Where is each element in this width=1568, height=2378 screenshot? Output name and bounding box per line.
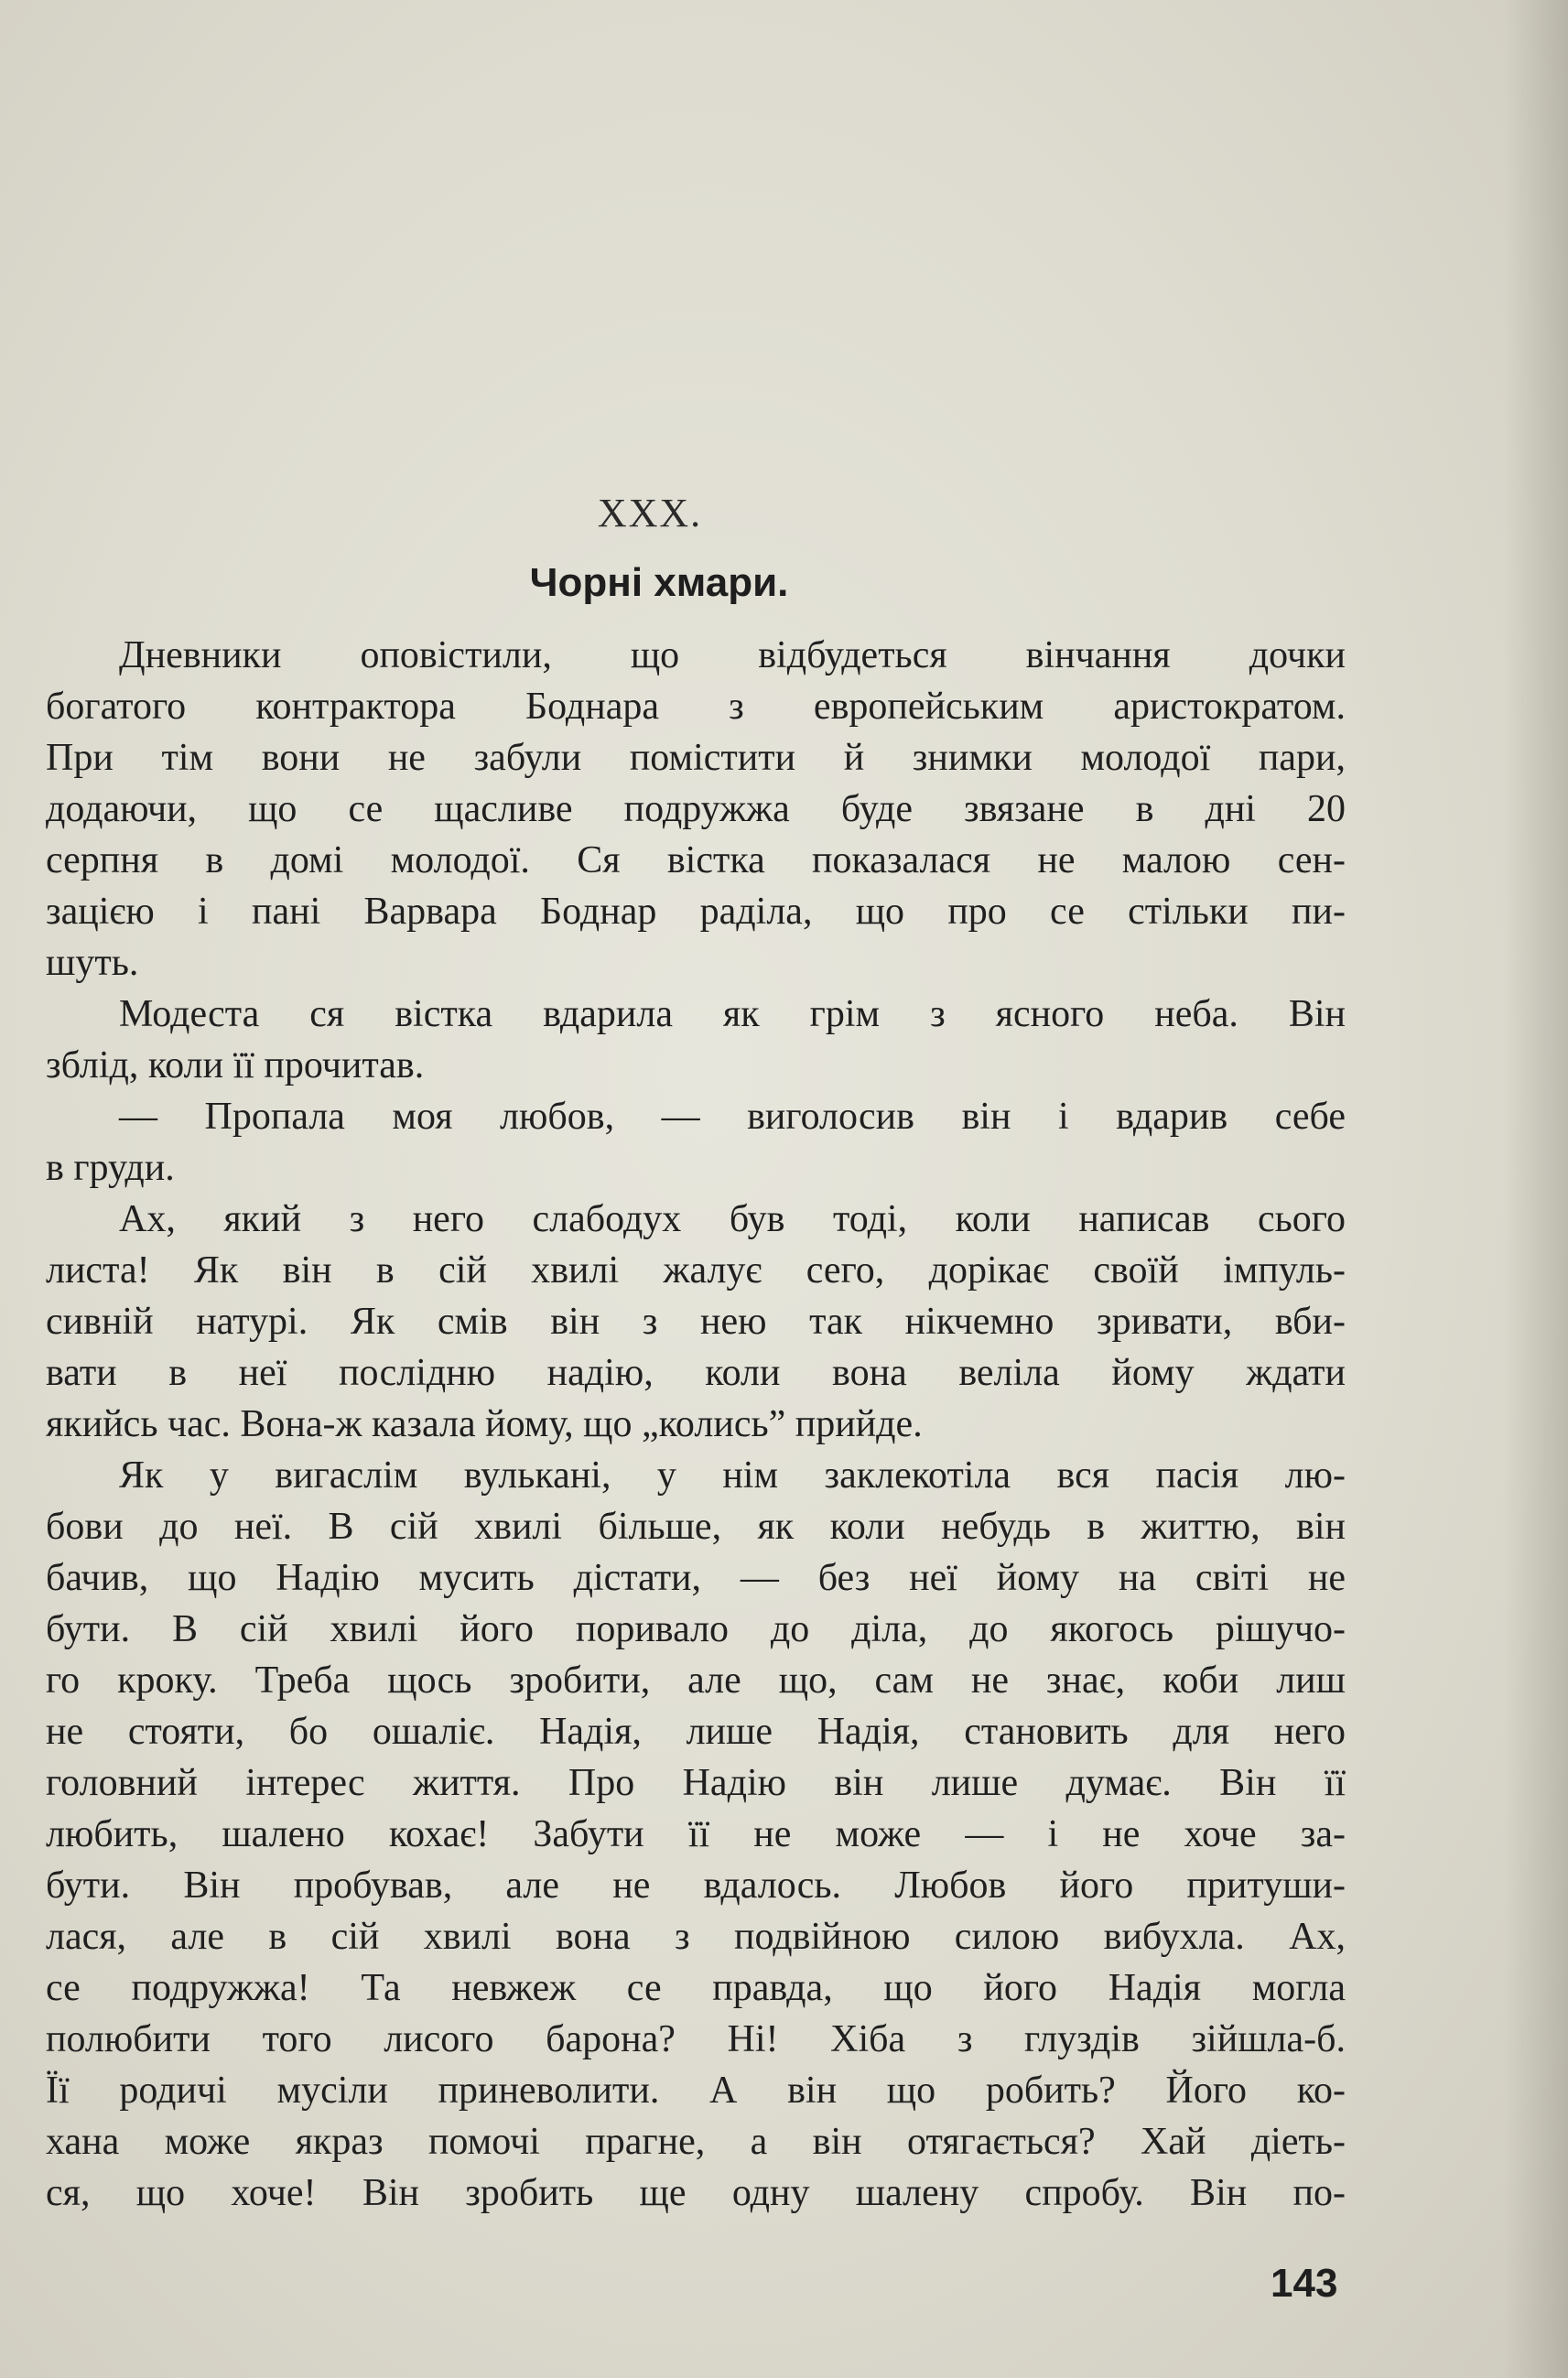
chapter-title: Чорні хмари. bbox=[529, 560, 789, 605]
text-line: бачив, що Надію мусить дістати, — без неї йому на світі не bbox=[46, 1557, 1346, 1599]
text-line: При тім вони не забули помістити й знимки молодої пари, bbox=[46, 737, 1346, 779]
chapter-number: XXX. bbox=[597, 491, 703, 535]
text-line: бути. Він пробував, але не вдалось. Любов його притуши- bbox=[46, 1865, 1346, 1907]
text-line: го кроку. Треба щось зробити, але що, сам не знає, коби лиш bbox=[46, 1659, 1346, 1702]
text-line: в груди. bbox=[46, 1147, 175, 1189]
text-line: Модеста ся вістка вдарила як грім з ясного неба. Він bbox=[119, 993, 1346, 1035]
page-number: 143 bbox=[1271, 2261, 1338, 2306]
text-line: полюбити того лисого барона? Ні! Хіба з глуздів зійшла-б. bbox=[46, 2018, 1346, 2060]
text-line: бови до неї. В сій хвилі більше, як коли небудь в життю, він bbox=[46, 1506, 1346, 1548]
text-line: любить, шалено кохає! Забути її не може — і не хоче за- bbox=[46, 1813, 1346, 1855]
text-line: головний інтерес життя. Про Надію він лише думає. Він її bbox=[46, 1762, 1346, 1804]
text-line: Дневники оповістили, що відбудеться вінчання дочки bbox=[119, 634, 1346, 676]
body-text bbox=[46, 630, 1346, 2219]
text-line: вати в неї послідню надію, коли вона веліла йому ждати bbox=[46, 1352, 1346, 1394]
text-line: хана може якраз помочі прагне, а він отягається? Хай діеть- bbox=[46, 2121, 1346, 2163]
text-line: серпня в домі молодої. Ся вістка показалася не малою сен- bbox=[46, 839, 1346, 881]
page-edge-shadow bbox=[1504, 0, 1568, 2378]
text-line: — Пропала моя любов, — виголосив він і вдарив себе bbox=[119, 1096, 1346, 1138]
text-line: богатого контрактора Боднара з европейським аристократом. bbox=[46, 686, 1346, 728]
text-line: Як у вигаслім вулькані, у нім заклекотіла вся пасія лю- bbox=[119, 1454, 1346, 1497]
text-line: не стояти, бо ошаліє. Надія, лише Надія, становить для него bbox=[46, 1711, 1346, 1753]
text-line: додаючи, що се щасливе подружжа буде звязане в дні 20 bbox=[46, 788, 1346, 830]
text-line: сивній натурі. Як смів він з нею так нікчемно зривати, вби- bbox=[46, 1301, 1346, 1343]
text-line: шуть. bbox=[46, 942, 139, 984]
text-line: зацією і пані Варвара Боднар раділа, що про се стільки пи- bbox=[46, 891, 1346, 933]
text-line: листа! Як він в сій хвилі жалує сего, дорікає своїй імпуль- bbox=[46, 1249, 1346, 1292]
text-line: лася, але в сій хвилі вона з подвійною силою вибухла. Ах, bbox=[46, 1916, 1346, 1958]
text-line: якийсь час. Вона-ж казала йому, що „колись” прийде. bbox=[46, 1403, 923, 1445]
text-line: зблід, коли її прочитав. bbox=[46, 1044, 425, 1086]
text-line: ся, що хоче! Він зробить ще одну шалену спробу. Він по- bbox=[46, 2172, 1346, 2214]
text-line: Ах, який з него слабодух був тоді, коли написав сього bbox=[119, 1198, 1346, 1240]
text-line: Її родичі мусіли приневолити. А він що робить? Його ко- bbox=[46, 2070, 1346, 2112]
text-line: се подружжа! Та невжеж се правда, що його Надія могла bbox=[46, 1967, 1346, 2009]
text-line: бути. В сій хвилі його поривало до діла, до якогось рішучо- bbox=[46, 1608, 1346, 1650]
